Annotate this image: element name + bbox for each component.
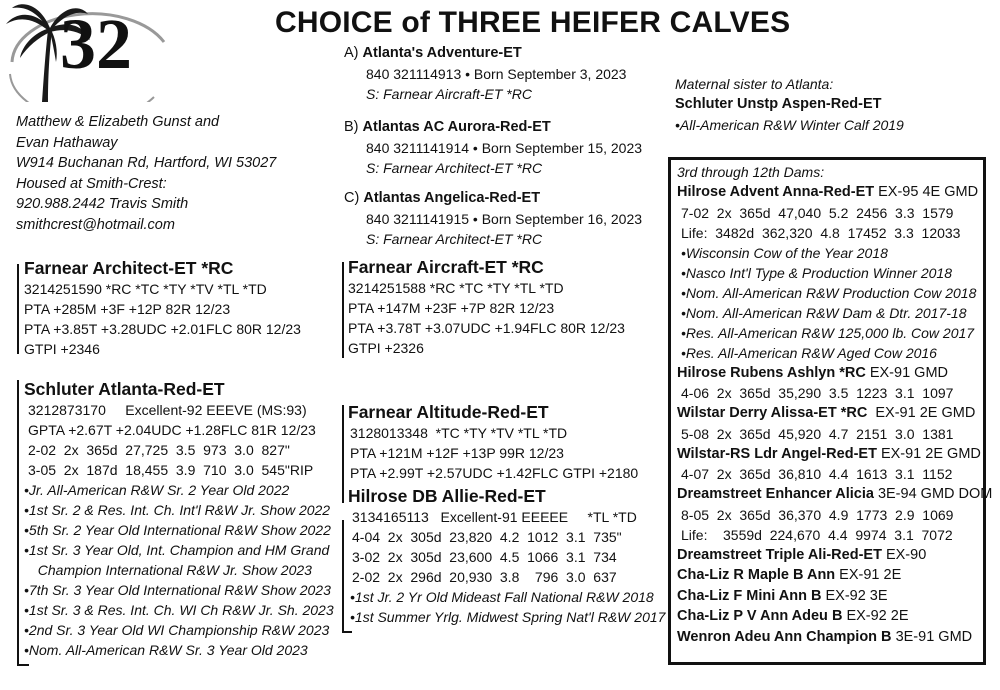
dam-name: Cha-Liz F Mini Ann B: [677, 587, 822, 604]
calf-sire: S: Farnear Architect-ET *RC: [366, 230, 543, 247]
dam-name: Dreamstreet Triple Ali-Red-ET: [677, 546, 882, 563]
calf-name: Atlantas AC Aurora-Red-ET: [362, 119, 551, 135]
honor: •1st Sr. 3 & Res. Int. Ch. WI Ch R&W Jr. Sh. 2023: [24, 602, 334, 618]
dam-name: Dreamstreet Enhancer Alicia: [677, 486, 874, 502]
honor: •1st Sr. 3 Year Old, Int. Champion and HM Grand: [24, 542, 330, 558]
dam-name: Cha-Liz R Maple B Ann: [677, 567, 836, 583]
honor: •Res. All-American R&W Aged Cow 2016: [681, 344, 937, 361]
dam-detail: 3134165113 Excellent-91 EEEEE *TL *TD: [352, 509, 637, 525]
pedigree-line: [342, 631, 352, 633]
dam-record: 4-04 2x 305d 23,820 4.2 1012 3.1 735": [352, 529, 622, 545]
sire-name: Farnear Aircraft-ET *RC: [348, 257, 544, 277]
dam-record: 2-02 2x 296d 20,930 3.8 796 3.0 637: [352, 569, 617, 585]
honor: •2nd Sr. 3 Year Old WI Championship R&W 2023: [24, 622, 330, 638]
dam-score: EX-91 2E GMD: [867, 405, 976, 421]
consignor-line: Evan Hathaway: [16, 134, 118, 151]
honor: •1st Jr. 2 Yr Old Mideast Fall National R&W 2018: [350, 589, 654, 605]
calf-choice-a: [344, 43, 626, 104]
dam-record: 4-06 2x 365d 35,290 3.5 1223 3.1 1097: [681, 385, 954, 401]
consignor-line: Housed at Smith-Crest:: [16, 175, 167, 192]
dam-score: EX-91 2E GMD: [876, 445, 981, 462]
dams-list: [677, 162, 992, 647]
dam-record: 3-05 2x 187d 18,455 3.9 710 3.0 545"RIP: [28, 462, 314, 478]
dam-detail: GPTA +2.67T +2.04UDC +1.28FLC 81R 12/23: [28, 422, 316, 438]
dam-record: 5-08 2x 365d 45,920 4.7 2151 3.0 1381: [681, 425, 954, 442]
dam-score: EX-91 GMD: [865, 364, 948, 381]
calf-registration: 840 3211141914 • Born September 15, 2023: [366, 139, 643, 156]
dam-record: Life: 3482d 362,320 4.8 17452 3.3 12033: [681, 224, 961, 241]
dams-header: 3rd through 12th Dams:: [677, 164, 825, 180]
honor: •Wisconsin Cow of the Year 2018: [681, 244, 888, 261]
honor: •Nom. All-American R&W Dam & Dtr. 2017-18: [681, 304, 967, 321]
sire-detail: 3214251590 *RC *TC *TY *TV *TL *TD: [24, 281, 267, 297]
calf-letter: B): [344, 119, 359, 135]
sire-detail: GTPI +2346: [24, 341, 100, 357]
honor: Champion International R&W Jr. Show 2023: [30, 562, 312, 578]
sire-name: Farnear Altitude-Red-ET: [348, 402, 549, 422]
sire-aircraft: [348, 256, 625, 358]
sire-architect: [24, 257, 301, 359]
sire-detail: GTPI +2326: [348, 340, 424, 356]
pedigree-line: [342, 520, 344, 632]
dam-record: 4-07 2x 365d 36,810 4.4 1613 3.1 1152: [681, 466, 953, 482]
dam-record: 8-05 2x 365d 36,370 4.9 1773 2.9 1069: [681, 506, 954, 523]
consignor-email: smithcrest@hotmail.com: [16, 216, 175, 233]
pedigree-line: [342, 405, 344, 503]
page-title: CHOICE of THREE HEIFER CALVES: [275, 6, 791, 39]
sire-detail: PTA +121M +12F +13P 99R 12/23: [350, 445, 564, 461]
dam-name: Wilstar-RS Ldr Angel-Red-ET: [677, 445, 877, 462]
sire-detail: 3128013348 *TC *TY *TV *TL *TD: [350, 425, 568, 441]
calf-name: Atlantas Angelica-Red-ET: [363, 190, 541, 206]
lot-number: 32: [60, 4, 132, 84]
dam-record: 2-02 2x 365d 27,725 3.5 973 3.0 827": [28, 442, 290, 458]
pedigree-line: [342, 262, 344, 358]
sire-detail: PTA +3.78T +3.07UDC +1.94FLC 80R 12/23: [348, 320, 625, 336]
calf-choice-b: [344, 117, 642, 178]
sire-detail: PTA +2.99T +2.57UDC +1.42FLC GTPI +2180: [350, 465, 639, 481]
dam-name: Hilrose DB Allie-Red-ET: [348, 486, 546, 506]
dam-score: 3E-91 GMD: [891, 628, 973, 645]
calf-sire: S: Farnear Aircraft-ET *RC: [366, 85, 532, 102]
calf-sire: S: Farnear Architect-ET *RC: [366, 159, 543, 176]
dam-allie: [348, 485, 665, 627]
dam-record: 7-02 2x 365d 47,040 5.2 2456 3.3 1579: [681, 204, 954, 221]
dam-name: Cha-Liz P V Ann Adeu B: [677, 608, 843, 624]
honor: •Res. All-American R&W 125,000 lb. Cow 2017: [681, 324, 975, 341]
maternal-sister-name: Schluter Unstp Aspen-Red-ET: [675, 96, 882, 112]
dam-name: Wilstar Derry Alissa-ET *RC: [677, 405, 868, 421]
dam-score: EX-91 2E: [835, 567, 902, 583]
calf-letter: C): [344, 190, 360, 206]
consignor-line: Matthew & Elizabeth Gunst and: [16, 114, 220, 130]
honor: •1st Summer Yrlg. Midwest Spring Nat'l R&W 2017: [350, 609, 666, 625]
maternal-sister-honor: •All-American R&W Winter Calf 2019: [675, 116, 904, 133]
honor: •Nasco Int'l Type & Production Winner 2018: [681, 264, 952, 281]
dam-name: Hilrose Rubens Ashlyn *RC: [677, 364, 866, 381]
dam-atlanta: [24, 378, 334, 660]
consignor-block: [16, 112, 276, 235]
dam-record: 3-02 2x 305d 23,600 4.5 1066 3.1 734: [352, 549, 617, 565]
dam-name: Wenron Adeu Ann Champion B: [677, 628, 892, 645]
dam-name: Hilrose Advent Anna-Red-ET: [677, 184, 875, 200]
honor: •5th Sr. 2 Year Old International R&W Show 2022: [24, 522, 331, 538]
consignor-phone: 920.988.2442 Travis Smith: [16, 196, 189, 212]
consignor-address: W914 Buchanan Rd, Hartford, WI 53027: [16, 155, 277, 171]
dam-detail: 3212873170 Excellent-92 EEEVE (MS:93): [28, 402, 307, 418]
dam-score: EX-95 4E GMD: [874, 184, 979, 200]
honor: •Nom. All-American R&W Production Cow 2018: [681, 284, 977, 301]
honor: •Jr. All-American R&W Sr. 2 Year Old 2022: [24, 482, 290, 498]
sire-name: Farnear Architect-ET *RC: [24, 258, 234, 278]
dam-name: Schluter Atlanta-Red-ET: [24, 379, 225, 399]
calf-name: Atlanta's Adventure-ET: [362, 45, 522, 61]
dam-score: EX-90: [881, 546, 927, 563]
sire-detail: PTA +3.85T +3.28UDC +2.01FLC 80R 12/23: [24, 321, 301, 337]
pedigree-line: [17, 264, 19, 354]
calf-choice-c: [344, 188, 642, 249]
pedigree-line: [17, 380, 19, 665]
honor: •1st Sr. 2 & Res. Int. Ch. Int'l R&W Jr. Show 2022: [24, 502, 331, 518]
sire-detail: PTA +285M +3F +12P 82R 12/23: [24, 301, 231, 317]
honor: •Nom. All-American R&W Sr. 3 Year Old 2023: [24, 642, 308, 658]
sire-detail: 3214251588 *RC *TC *TY *TL *TD: [348, 280, 564, 296]
dam-score: EX-92 2E: [842, 608, 909, 624]
dam-record: Life: 3559d 224,670 4.4 9974 3.1 7072: [681, 526, 953, 543]
calf-letter: A): [344, 45, 359, 61]
dam-score: EX-92 3E: [821, 587, 888, 604]
sire-altitude: [348, 401, 638, 483]
sire-detail: PTA +147M +23F +7P 82R 12/23: [348, 300, 555, 316]
maternal-sister-intro: Maternal sister to Atlanta:: [675, 76, 834, 92]
honor: •7th Sr. 3 Year Old International R&W Show 2023: [24, 582, 331, 598]
dam-score: 3E-94 GMD DOM: [873, 486, 993, 502]
pedigree-line: [17, 664, 29, 666]
calf-registration: 840 321114913 • Born September 3, 2023: [366, 65, 627, 82]
maternal-sister: [675, 74, 904, 135]
calf-registration: 840 3211141915 • Born September 16, 2023: [366, 210, 643, 227]
